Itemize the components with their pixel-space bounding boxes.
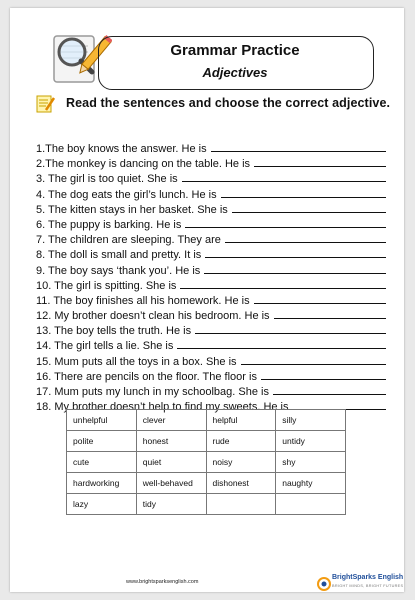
sentence-text: 16. There are pencils on the floor. The floor is xyxy=(36,370,257,383)
word-cell: tidy xyxy=(136,494,206,515)
answer-blank[interactable] xyxy=(254,156,386,167)
word-cell: hardworking xyxy=(67,473,137,494)
word-cell: lazy xyxy=(67,494,137,515)
footer-url[interactable]: www.brightsparksenglish.com xyxy=(126,579,199,585)
word-cell: unhelpful xyxy=(67,410,137,431)
answer-blank[interactable] xyxy=(261,369,386,380)
word-cell: dishonest xyxy=(206,473,276,494)
table-row xyxy=(67,452,346,473)
sentence-text: 14. The girl tells a lie. She is xyxy=(36,340,174,353)
answer-blank[interactable] xyxy=(221,187,386,198)
page-title: Grammar Practice xyxy=(170,42,300,59)
answer-blank[interactable] xyxy=(232,202,386,213)
brand-name: BrightSparks English xyxy=(332,574,404,581)
word-cell: untidy xyxy=(276,431,346,452)
list-item xyxy=(36,293,386,308)
sentence-text: 8. The doll is small and pretty. It is xyxy=(36,249,202,262)
sentence-text: 3. The girl is too quiet. She is xyxy=(36,173,178,186)
word-cell: polite xyxy=(67,431,137,452)
word-cell xyxy=(206,494,276,515)
list-item xyxy=(36,354,386,369)
list-item xyxy=(36,247,386,262)
word-cell: clever xyxy=(136,410,206,431)
word-cell: quiet xyxy=(136,452,206,473)
list-item xyxy=(36,278,386,293)
answer-blank[interactable] xyxy=(204,263,386,274)
answer-blank[interactable] xyxy=(195,323,386,334)
brand-tagline: BRIGHT MINDS, BRIGHT FUTURES xyxy=(332,584,404,588)
sentence-text: 7. The children are sleeping. They are xyxy=(36,234,221,247)
sentence-text: 12. My brother doesn’t clean his bedroom. He is xyxy=(36,310,270,323)
sentence-text: 10. The girl is spitting. She is xyxy=(36,279,177,292)
sentence-list xyxy=(36,141,386,414)
list-item xyxy=(36,323,386,338)
answer-blank[interactable] xyxy=(182,171,386,182)
instruction-text: Read the sentences and choose the correct adjective. xyxy=(66,96,391,110)
answer-blank[interactable] xyxy=(185,217,386,228)
answer-blank[interactable] xyxy=(177,338,386,349)
list-item xyxy=(36,384,386,399)
list-item xyxy=(36,156,386,171)
sentence-text: 18. My brother doesn’t help to find my sweets. He is xyxy=(36,401,289,414)
answer-blank[interactable] xyxy=(205,247,386,258)
table-row xyxy=(67,473,346,494)
word-cell: cute xyxy=(67,452,137,473)
list-item xyxy=(36,217,386,232)
list-item xyxy=(36,369,386,384)
notepad-pencil-icon xyxy=(36,94,56,114)
list-item xyxy=(36,338,386,353)
table-row xyxy=(67,410,346,431)
word-cell: naughty xyxy=(276,473,346,494)
word-cell: noisy xyxy=(206,452,276,473)
table-row xyxy=(67,494,346,515)
word-cell: helpful xyxy=(206,410,276,431)
answer-blank[interactable] xyxy=(254,293,386,304)
sentence-text: 11. The boy finishes all his homework. He is xyxy=(36,294,250,307)
list-item xyxy=(36,308,386,323)
table-row xyxy=(67,431,346,452)
sentence-text: 1.The boy knows the answer. He is xyxy=(36,143,207,155)
word-cell: shy xyxy=(276,452,346,473)
answer-blank[interactable] xyxy=(211,141,386,152)
list-item xyxy=(36,263,386,278)
list-item xyxy=(36,171,386,186)
sentence-text: 9. The boy says ‘thank you’. He is xyxy=(36,264,201,277)
sentence-text: 13. The boy tells the truth. He is xyxy=(36,325,192,338)
worksheet-page xyxy=(10,8,404,592)
list-item xyxy=(36,141,386,156)
word-box-table xyxy=(66,409,346,515)
word-cell: silly xyxy=(276,410,346,431)
list-item xyxy=(36,187,386,202)
answer-blank[interactable] xyxy=(273,384,386,395)
word-cell xyxy=(276,494,346,515)
word-cell: well-behaved xyxy=(136,473,206,494)
answer-blank[interactable] xyxy=(274,308,386,319)
word-cell: honest xyxy=(136,431,206,452)
answer-blank[interactable] xyxy=(241,354,386,365)
word-cell: rude xyxy=(206,431,276,452)
sentence-text: 5. The kitten stays in her basket. She is xyxy=(36,203,228,216)
sentence-text: 4. The dog eats the girl’s lunch. He is xyxy=(36,188,217,201)
sentence-text: 17. Mum puts my lunch in my schoolbag. She is xyxy=(36,386,269,398)
list-item xyxy=(36,202,386,217)
page-subtitle: Adjectives xyxy=(202,65,268,80)
answer-blank[interactable] xyxy=(180,278,386,289)
sentence-text: 6. The puppy is barking. He is xyxy=(36,218,182,231)
sentence-text: 15. Mum puts all the toys in a box. She is xyxy=(36,355,237,368)
answer-blank[interactable] xyxy=(225,232,386,243)
list-item xyxy=(36,232,386,247)
sentence-text: 2.The monkey is dancing on the table. He is xyxy=(36,158,251,171)
